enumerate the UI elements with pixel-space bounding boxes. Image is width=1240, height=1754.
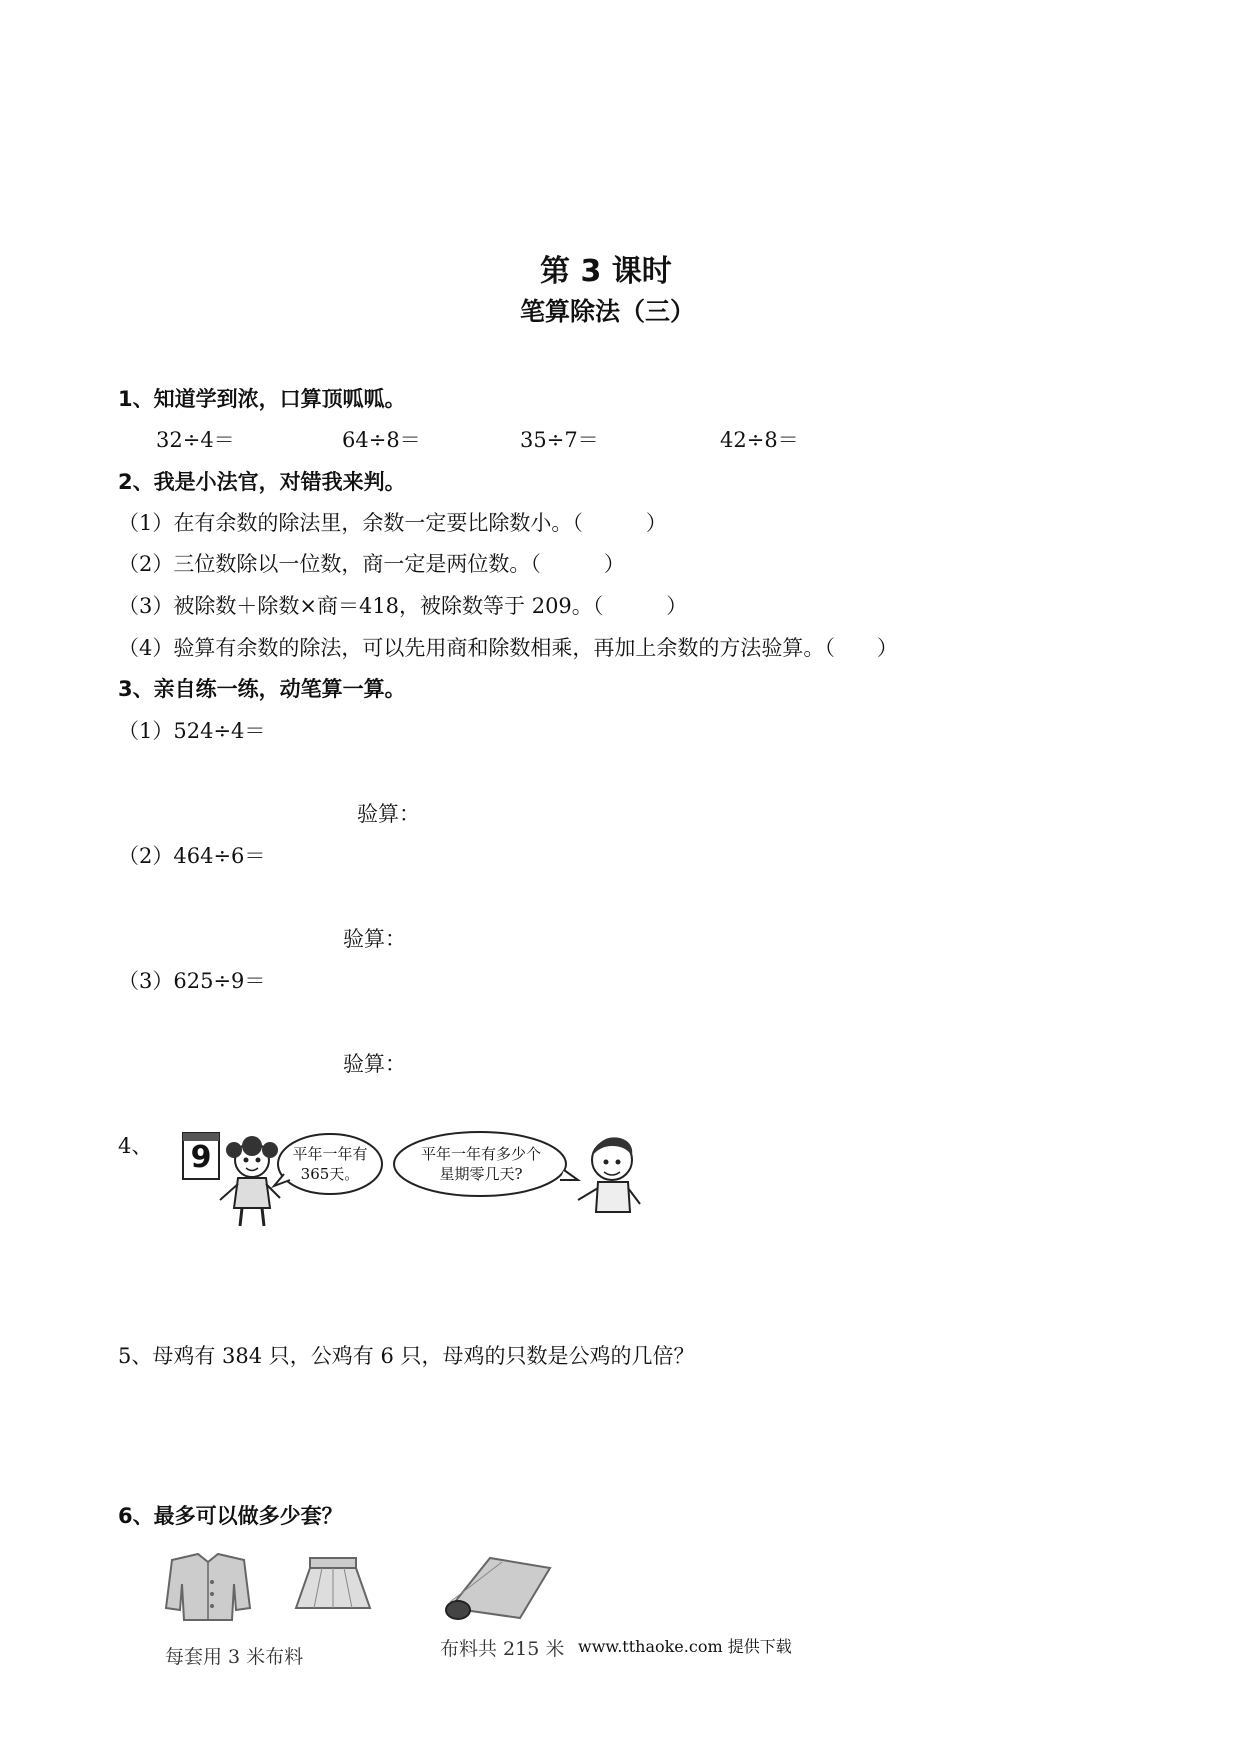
- q2-item-4: （4）验算有余数的除法，可以先用商和除数相乘，再加上余数的方法验算。（ ）: [118, 636, 898, 660]
- footer-credit: www.tthaoke.com 提供下载: [578, 1637, 792, 1656]
- q6-items-graphic: [150, 1548, 570, 1638]
- q4-illustration: [180, 1128, 700, 1238]
- q2-item-2: （2）三位数除以一位数，商一定是两位数。（ ）: [118, 552, 625, 576]
- jacket-icon: [166, 1554, 250, 1620]
- q1-heading: 1、知道学到浓，口算顶呱呱。: [118, 387, 406, 411]
- q3-check-3: 验算：: [343, 1052, 406, 1076]
- q3-problem-1: （1）524÷4＝: [118, 719, 266, 743]
- page-title: 第 3 课时: [540, 254, 672, 289]
- q1-problem-2: 64÷8＝: [342, 428, 421, 452]
- skirt-icon: [296, 1558, 370, 1608]
- girl-speech-text: 平年一年有365天。: [292, 1145, 368, 1183]
- calendar-digit: 9: [190, 1140, 212, 1175]
- girl-figure: [220, 1136, 280, 1226]
- q2-item-1: （1）在有余数的除法里，余数一定要比除数小。（ ）: [118, 511, 667, 535]
- q3-problem-2: （2）464÷6＝: [118, 844, 266, 868]
- q6-heading: 6、最多可以做多少套？: [118, 1504, 343, 1528]
- q4-number: 4、: [118, 1134, 153, 1158]
- q6-caption-left: 每套用 3 米布料: [165, 1646, 304, 1668]
- q6-caption-right: 布料共 215 米: [440, 1638, 565, 1660]
- q1-problem-4: 42÷8＝: [720, 428, 799, 452]
- q3-problem-3: （3）625÷9＝: [118, 969, 266, 993]
- cloth-roll-icon: [446, 1558, 550, 1619]
- boy-speech-text: 平年一年有多少个星期零几天?: [420, 1145, 541, 1183]
- q1-problem-3: 35÷7＝: [520, 428, 599, 452]
- q5-text: 5、母鸡有 384 只，公鸡有 6 只，母鸡的只数是公鸡的几倍？: [118, 1344, 695, 1368]
- q2-item-3: （3）被除数＋除数×商＝418，被除数等于 209。（ ）: [118, 594, 688, 618]
- q3-check-1: 验算：: [357, 802, 420, 826]
- q1-problem-1: 32÷4＝: [156, 428, 235, 452]
- q6-illustration: [150, 1548, 570, 1638]
- q3-heading: 3、亲自练一练，动笔算一算。: [118, 677, 406, 701]
- q2-heading: 2、我是小法官，对错我来判。: [118, 470, 406, 494]
- page-subtitle: 笔算除法（三）: [520, 297, 696, 326]
- boy-figure: [578, 1137, 640, 1212]
- q3-check-2: 验算：: [343, 927, 406, 951]
